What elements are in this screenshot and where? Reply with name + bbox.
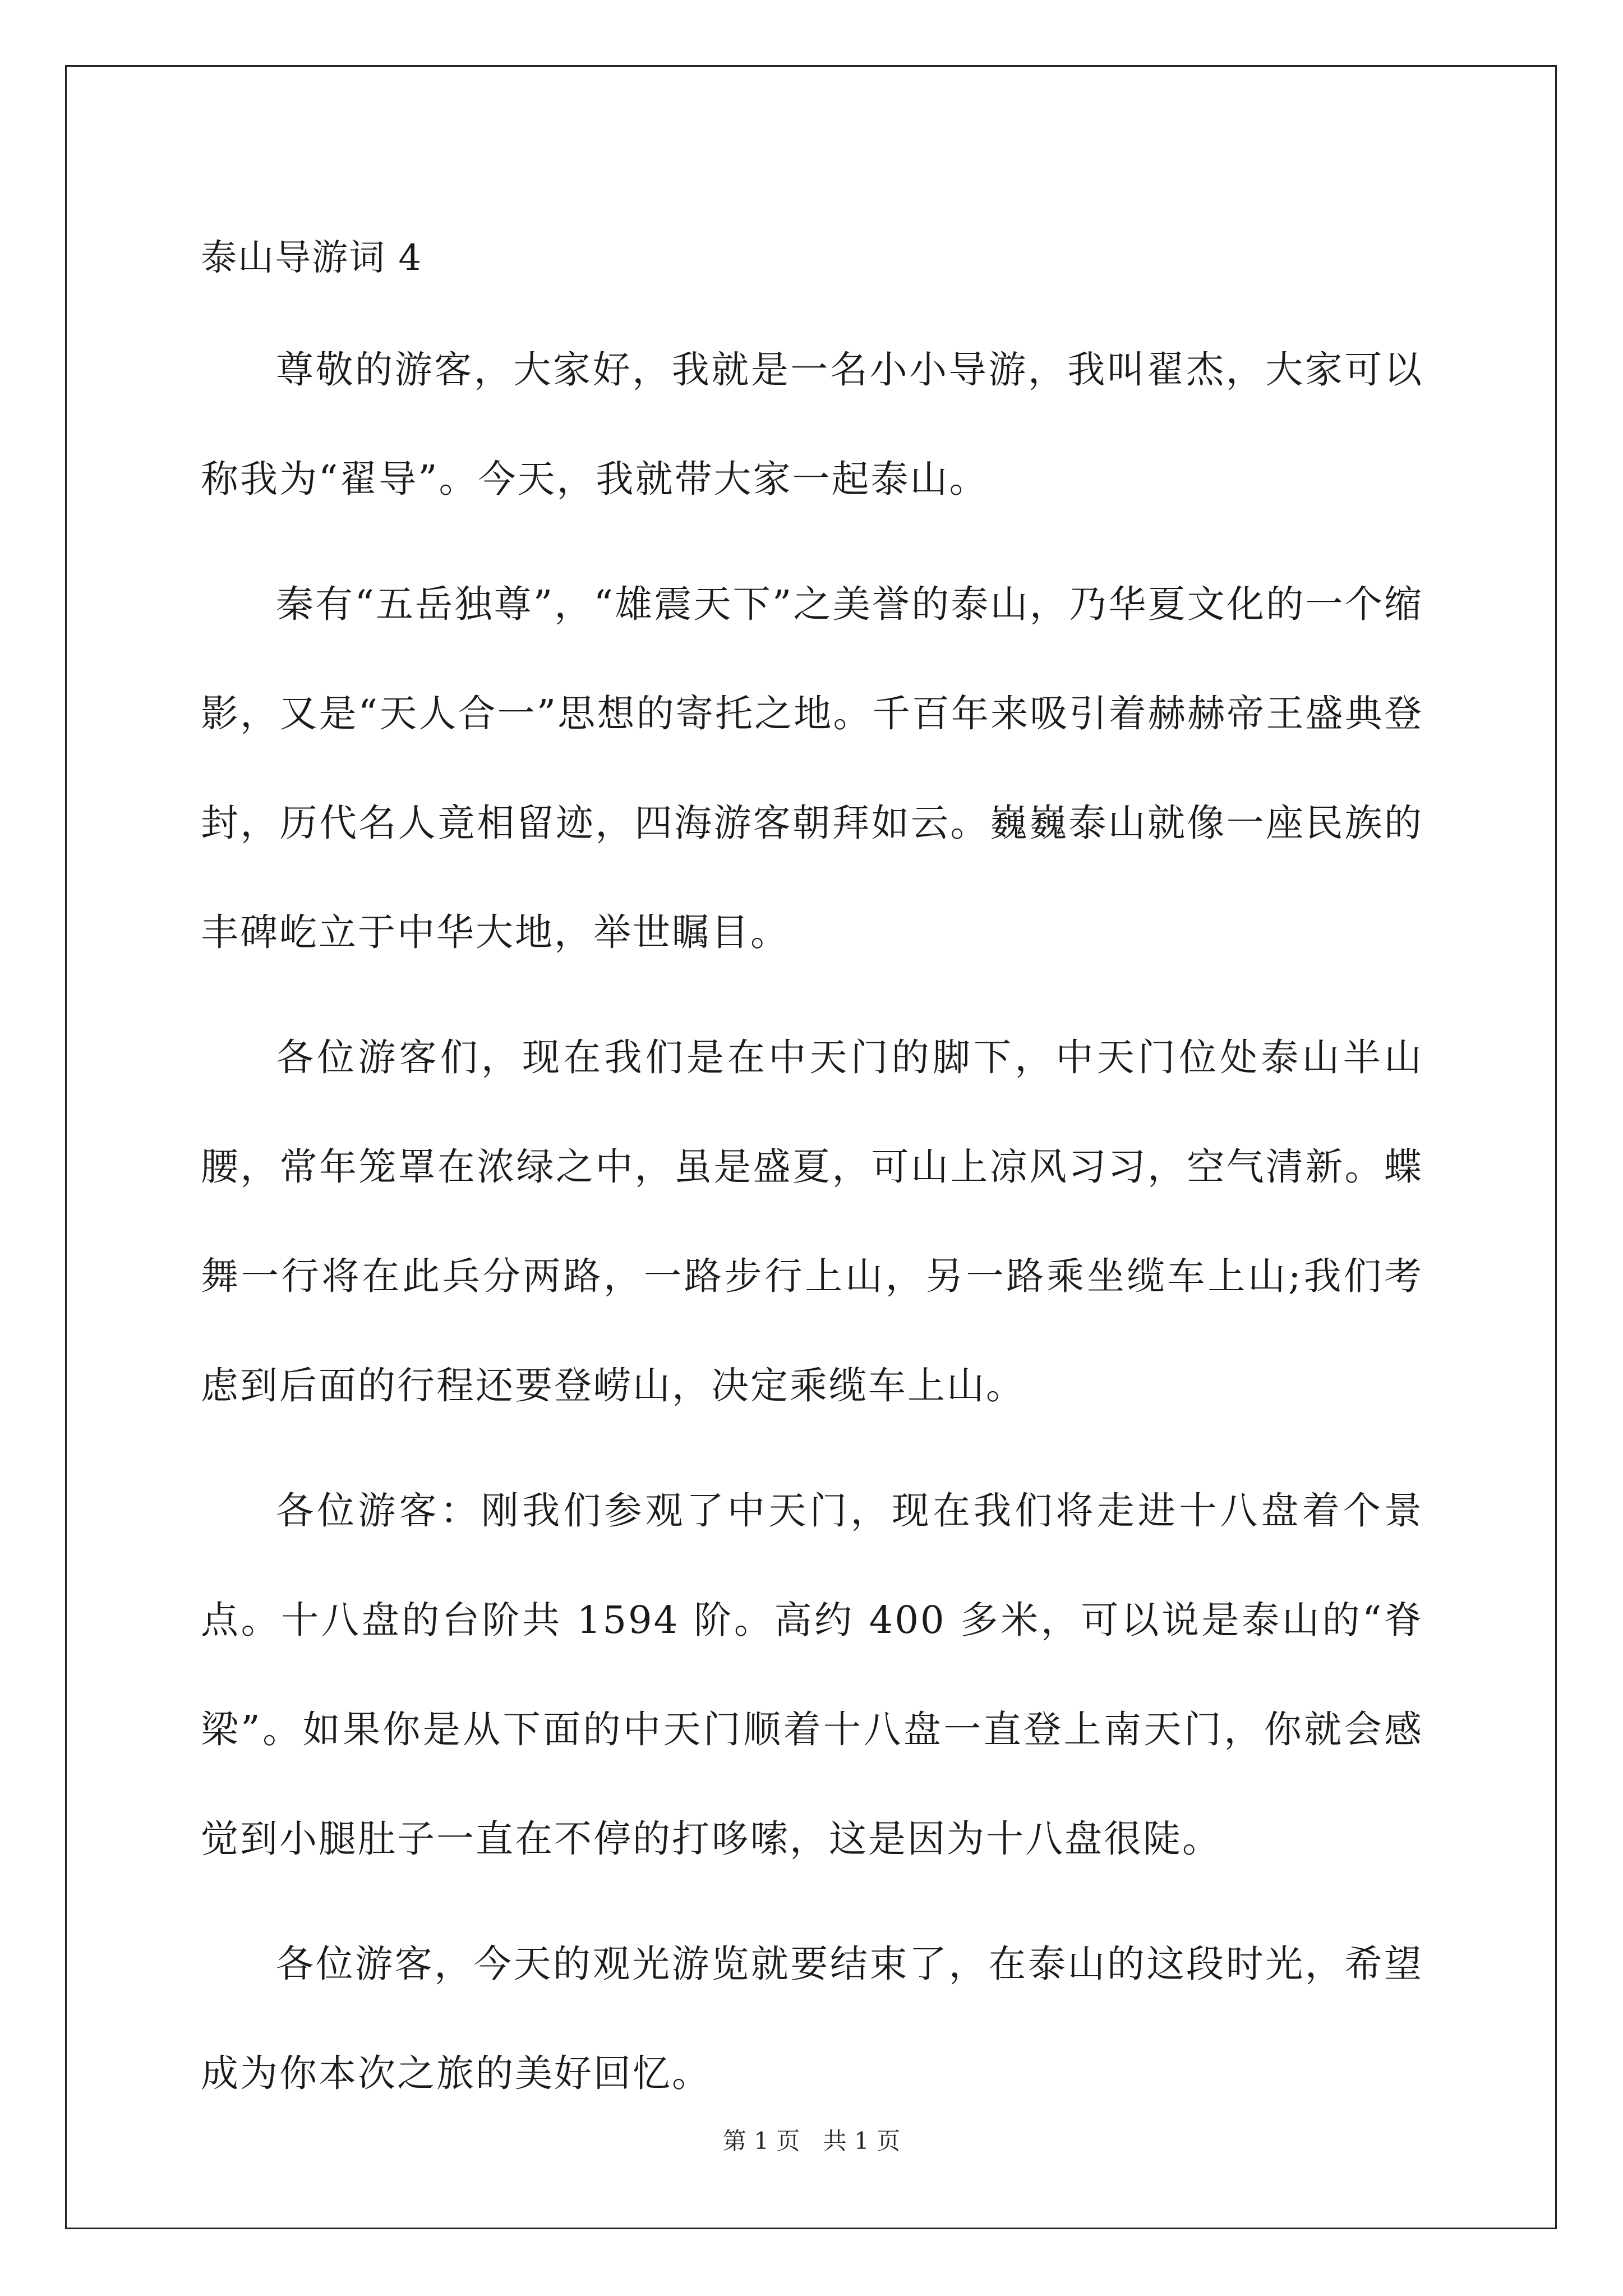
page-number-current: 第 1 页 — [722, 2127, 800, 2155]
page-number-total: 共 1 页 — [823, 2127, 901, 2155]
document-title: 泰山导游词 4 — [201, 237, 423, 279]
paragraph-1: 尊敬的游客，大家好，我就是一名小小导游，我叫翟杰，大家可以称我为“翟导”。今天，我就带大家一起泰山。 — [201, 348, 1423, 501]
paragraph-2: 秦有“五岳独尊”，“雄震天下”之美誉的泰山，乃华夏文化的一个缩影，又是“天人合一”思想的寄托之地。千百年来吸引着赫赫帝王盛典登封，历代名人竟相留迹，四海游客朝拜如云。巍巍泰山就像一座民族的丰碑屹立于中华大地，举世瞩目。 — [201, 582, 1423, 954]
paragraph-3: 各位游客们，现在我们是在中天门的脚下，中天门位处泰山半山腰，常年笼罩在浓绿之中，虽是盛夏，可山上凉风习习，空气清新。蝶舞一行将在此兵分两路，一路步行上山，另一路乘坐缆车上山;我们考虑到后面的行程还要登崂山，决定乘缆车上山。 — [201, 1036, 1423, 1407]
paragraph-5: 各位游客，今天的观光游览就要结束了，在泰山的这段时光，希望成为你本次之旅的美好回忆。 — [201, 1942, 1423, 2095]
document-body — [201, 213, 1423, 2144]
page-footer — [0, 2124, 1623, 2158]
paragraph-4: 各位游客：刚我们参观了中天门，现在我们将走进十八盘着个景点。十八盘的台阶共 1594 阶。高约 400 多米，可以说是泰山的“脊梁”。如果你是从下面的中天门顺着十八盘一直登上南天门，你就会感觉到小腿肚子一直在不停的打哆嗦，这是因为十八盘很陡。 — [201, 1489, 1423, 1861]
